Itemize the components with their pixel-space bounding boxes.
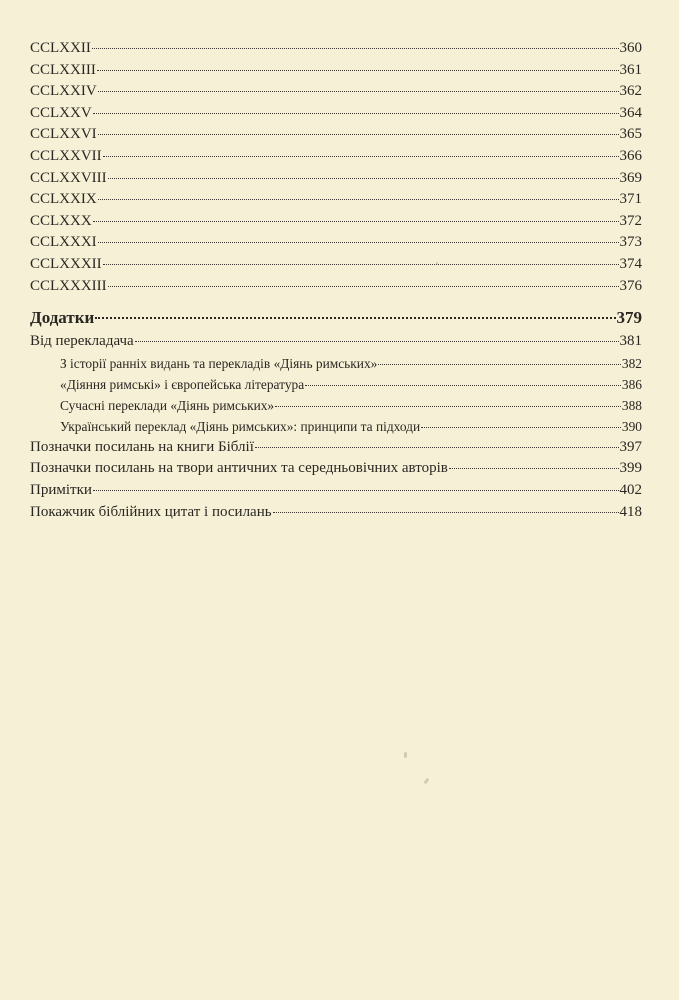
- toc-entry-page: 397: [619, 438, 642, 455]
- toc-entry-page: 360: [619, 40, 642, 56]
- dot-leader: [103, 264, 619, 265]
- table-of-contents: [30, 38, 642, 523]
- dot-leader: [93, 490, 619, 491]
- toc-entry-label: CCLXXVIII: [30, 169, 107, 186]
- dot-leader: [305, 385, 621, 386]
- toc-subentry-label: З історії ранніх видань та перекладів «Діянь римських»: [60, 355, 378, 371]
- paper-speck: [404, 752, 407, 758]
- toc-entry-page: 376: [619, 277, 642, 294]
- toc-entry-cclxxiv[interactable]: [30, 81, 642, 103]
- toc-entry-page: 418: [619, 503, 642, 520]
- dot-leader: [98, 134, 619, 135]
- toc-entry-page: 374: [619, 255, 642, 272]
- dot-leader: [378, 364, 621, 365]
- dot-leader: [95, 317, 615, 319]
- toc-entry-page: 373: [619, 234, 642, 251]
- toc-subentry-page: 386: [621, 376, 642, 392]
- toc-section-appendix[interactable]: [30, 305, 642, 331]
- toc-entry-cclxxvi[interactable]: [30, 124, 642, 146]
- toc-entry-label: CCLXXIX: [30, 191, 97, 208]
- dot-leader: [97, 70, 619, 71]
- toc-section-label: Додатки: [30, 308, 95, 328]
- toc-entry-label: CCLXXV: [30, 104, 92, 121]
- dot-leader: [93, 113, 619, 114]
- dot-leader: [98, 199, 619, 200]
- toc-entry-page: 364: [619, 104, 642, 121]
- toc-entry-label: CCLXXVI: [30, 126, 97, 143]
- toc-entry-translator[interactable]: [30, 331, 642, 353]
- toc-entry-page: 399: [619, 460, 642, 477]
- dot-leader: [135, 341, 619, 342]
- toc-entry-label: CCLXXVII: [30, 147, 102, 164]
- toc-entry-ccLXXII[interactable]: [30, 38, 642, 60]
- toc-entry-cclxxx[interactable]: [30, 211, 642, 233]
- dot-leader: [103, 156, 619, 157]
- toc-subentry-label: «Діяння римські» і європейська література: [60, 376, 305, 392]
- paper-speck: [424, 778, 430, 785]
- toc-subentry[interactable]: [30, 353, 642, 374]
- toc-entry-label: CCLXXII: [30, 40, 91, 56]
- toc-entry-page: 366: [619, 147, 642, 164]
- toc-entry-label: CCLXXX: [30, 212, 92, 229]
- toc-entry-cclxxv[interactable]: [30, 103, 642, 125]
- toc-entry-page: 365: [619, 126, 642, 143]
- toc-entry-cclxxxiii[interactable]: [30, 276, 642, 298]
- dot-leader: [108, 178, 619, 179]
- toc-entry-authors-abbreviations[interactable]: [30, 458, 642, 480]
- toc-subentry-label: Український переклад «Діянь римських»: принципи та підходи: [60, 418, 421, 434]
- toc-entry-cclxxvii[interactable]: [30, 146, 642, 168]
- dot-leader: [98, 242, 619, 243]
- toc-subentry[interactable]: [30, 395, 642, 416]
- toc-entry-label: CCLXXIV: [30, 83, 97, 100]
- toc-entry-page: 362: [619, 83, 642, 100]
- dot-leader: [98, 91, 619, 92]
- dot-leader: [275, 406, 621, 407]
- toc-entry-label: CCLXXXI: [30, 234, 97, 251]
- toc-entry-page: 372: [619, 212, 642, 229]
- toc-entry-bible-index[interactable]: [30, 502, 642, 524]
- dot-leader: [93, 221, 619, 222]
- toc-entry-cclxxix[interactable]: [30, 189, 642, 211]
- dot-leader: [255, 447, 619, 448]
- toc-entry-label: CCLXXXIII: [30, 277, 107, 294]
- toc-subentry-label: Сучасні переклади «Діянь римських»: [60, 397, 275, 413]
- toc-subentry-page: 388: [621, 397, 642, 413]
- toc-section-page: 379: [616, 308, 642, 328]
- toc-entry-label: Позначки посилань на твори античних та середньовічних авторів: [30, 460, 448, 477]
- toc-entry-bible-abbreviations[interactable]: [30, 437, 642, 459]
- toc-entry-cclxxxi[interactable]: [30, 232, 642, 254]
- dot-leader: [449, 468, 619, 469]
- toc-entry-cclxxviii[interactable]: [30, 168, 642, 190]
- toc-entry-label: Позначки посилань на книги Біблії: [30, 438, 254, 455]
- toc-entry-label: CCLXXIII: [30, 61, 96, 78]
- toc-subentry[interactable]: [30, 374, 642, 395]
- toc-entry-label: Від перекладача: [30, 333, 134, 350]
- toc-entry-page: 369: [619, 169, 642, 186]
- toc-entry-label: Примітки: [30, 481, 92, 498]
- toc-entry-cclxxiii[interactable]: [30, 60, 642, 82]
- dot-leader: [273, 512, 619, 513]
- dot-leader: [421, 427, 621, 428]
- toc-subentry-page: 390: [621, 418, 642, 434]
- toc-entry-page: 402: [619, 481, 642, 498]
- toc-entry-label: Покажчик біблійних цитат і посилань: [30, 503, 272, 520]
- toc-entry-page: 371: [619, 191, 642, 208]
- dot-leader: [108, 286, 619, 287]
- toc-entry-label: CCLXXXII: [30, 255, 102, 272]
- paper-speck: [436, 262, 438, 265]
- toc-entry-cclxxxii[interactable]: [30, 254, 642, 276]
- toc-entry-page: 361: [619, 61, 642, 78]
- dot-leader: [92, 48, 619, 49]
- toc-entry-notes[interactable]: [30, 480, 642, 502]
- toc-entry-page: 381: [619, 333, 642, 350]
- toc-subentry[interactable]: [30, 416, 642, 437]
- toc-subentry-page: 382: [621, 355, 642, 371]
